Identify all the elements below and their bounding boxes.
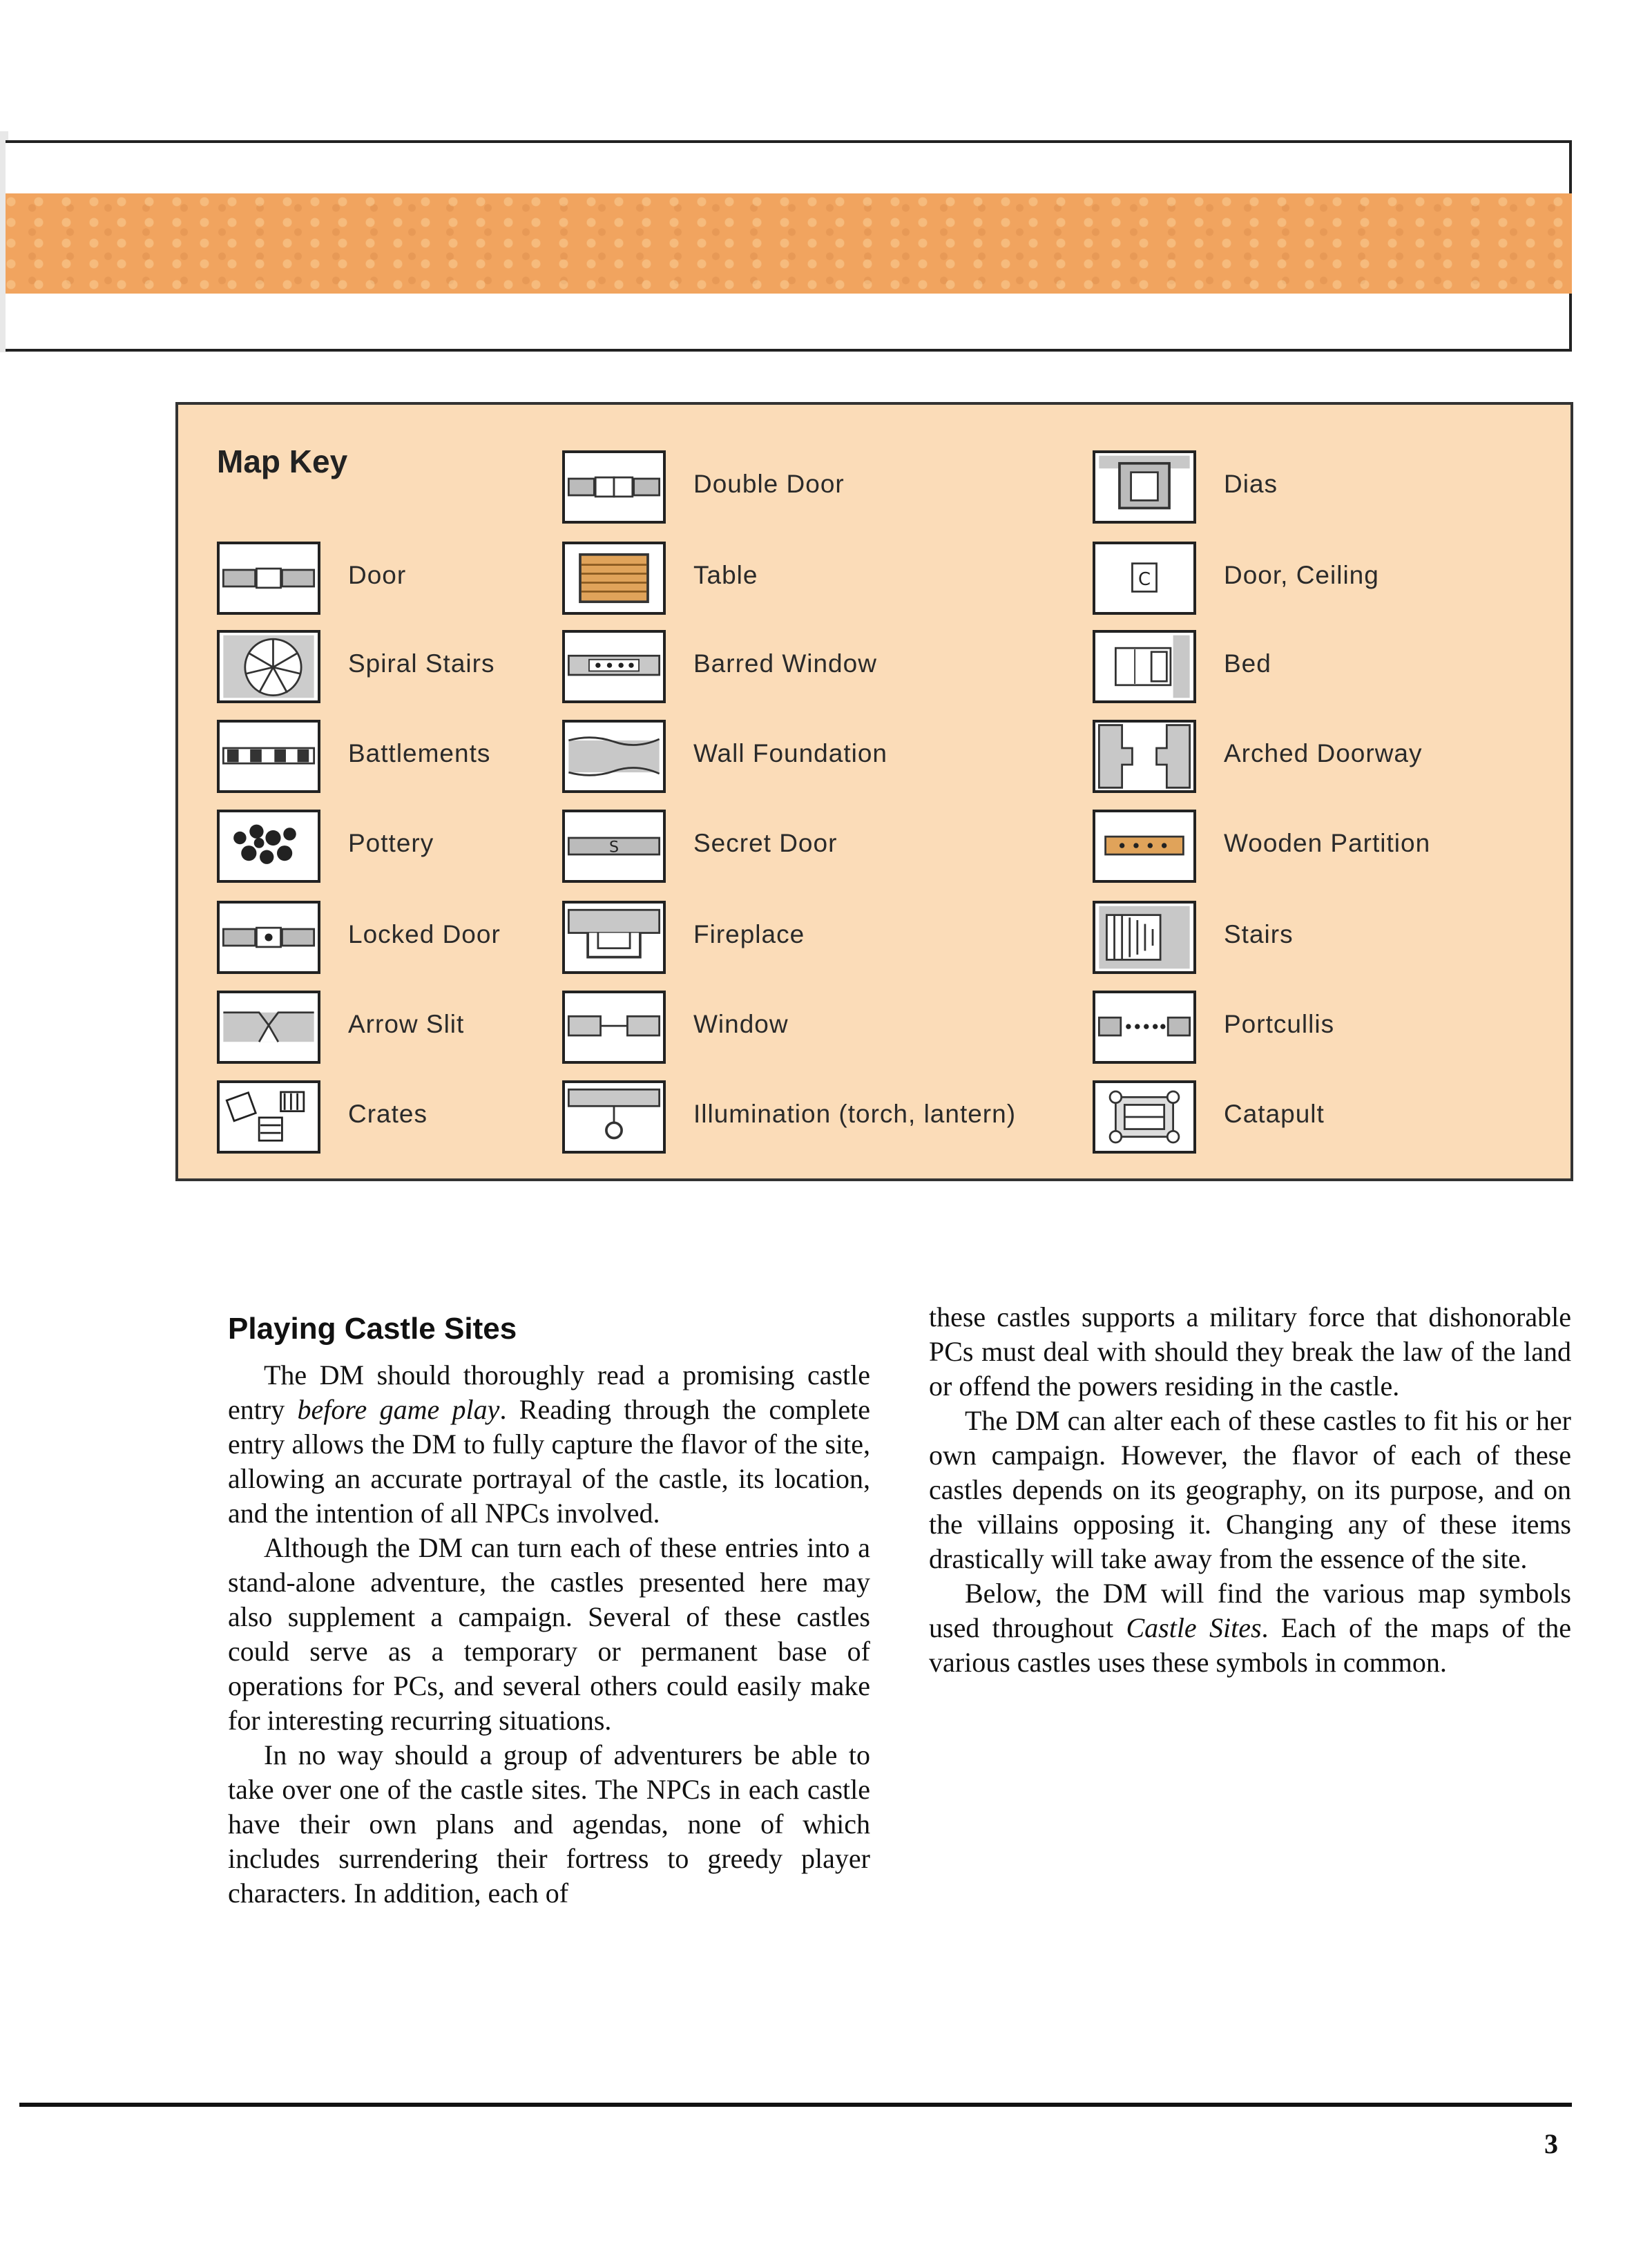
paragraph-5: The DM can alter each of these castles to fit his or her own campaign. However, the flavor of each of these castles depends on its geography, on its purpose, and on the villains opposing it. Changing any of these items drastically will take away from the essence of the site.: [929, 1405, 1571, 1574]
crates-icon: [217, 1080, 320, 1154]
paragraph-6: [929, 1576, 1571, 1680]
paragraph-4: these castles supports a military force that dishonorable PCs must deal with should they break the law of the land or offend the powers residing in the castle.: [929, 1301, 1571, 1402]
battlements-icon: [217, 720, 320, 793]
arched-doorway-icon: [1093, 720, 1196, 793]
key-label: Double Door: [693, 470, 845, 498]
key-label: Bed: [1224, 649, 1271, 678]
header-banner-stripe: [6, 193, 1572, 294]
key-label: Pottery: [348, 829, 434, 857]
map-key-title: Map Key: [217, 443, 348, 479]
paragraph-text: The DM should thoroughly read a promising castle entry: [228, 1359, 870, 1425]
table-icon: [562, 542, 666, 615]
key-label: Illumination (torch, lantern): [693, 1100, 1017, 1128]
secret-door-icon: [562, 810, 666, 883]
window-icon: [562, 991, 666, 1064]
key-label: Wall Foundation: [693, 739, 887, 767]
stairs-icon: [1093, 901, 1196, 974]
article-heading: Playing Castle Sites: [228, 1312, 517, 1346]
barred-window-icon: [562, 630, 666, 703]
key-label: Battlements: [348, 739, 491, 767]
key-label: Secret Door: [693, 829, 838, 857]
ceiling-door-icon: [1093, 542, 1196, 615]
wooden-partition-icon: [1093, 810, 1196, 883]
article-left-column: [228, 1311, 870, 1911]
key-label: Arched Doorway: [1224, 739, 1423, 767]
map-key-panel: [175, 402, 1573, 1181]
double-door-icon: [562, 450, 666, 524]
key-label: Dias: [1224, 470, 1278, 498]
bed-icon: [1093, 630, 1196, 703]
paragraph-3: In no way should a group of adventurers be able to take over one of the castle sites. The NPCs in each castle have their own plans and agendas, none of which includes surrendering their fortress to greedy player characters. In addition, each of: [228, 1739, 870, 1909]
door-icon: [217, 542, 320, 615]
key-label: Arrow Slit: [348, 1010, 465, 1038]
key-label: Crates: [348, 1100, 428, 1128]
spiral-stairs-icon: [217, 630, 320, 703]
page-number: 3: [1544, 2128, 1558, 2159]
fireplace-icon: [562, 901, 666, 974]
key-label: Spiral Stairs: [348, 649, 495, 678]
arrow-slit-icon: [217, 991, 320, 1064]
key-label: Wooden Partition: [1224, 829, 1431, 857]
dias-icon: [1093, 450, 1196, 524]
key-label: Door, Ceiling: [1224, 561, 1379, 589]
ceiling-door-letter: C: [1137, 569, 1151, 591]
key-label: Portcullis: [1224, 1010, 1335, 1038]
key-label: Table: [693, 561, 758, 589]
key-label: Locked Door: [348, 920, 501, 948]
paragraph-emphasis: before game play: [297, 1394, 500, 1425]
paragraph-emphasis: Castle Sites: [1126, 1612, 1262, 1643]
key-label: Window: [693, 1010, 789, 1038]
paragraph-text: . Reading through the complete entry allows the DM to fully capture the flavor of the site, allowing an accurate portrayal of the castle, its location, and the intention of all NPCs involved.: [228, 1394, 871, 1529]
footer-rule: [19, 2103, 1572, 2107]
paragraph-2: Although the DM can turn each of these entries into a stand-alone adventure, the castles presented here may also supplement a campaign. Several of these castles could serve as a temporary or permanent base of operations for PCs, and several others could easily make for interesting recurring situations.: [228, 1532, 870, 1736]
paragraph-text: . Each of the maps of the various castles uses these symbols in common.: [929, 1612, 1571, 1678]
portcullis-icon: [1093, 991, 1196, 1064]
key-label: Fireplace: [693, 920, 805, 948]
paragraph-1: [228, 1358, 870, 1531]
catapult-icon: [1093, 1080, 1196, 1154]
illumination-icon: [562, 1080, 666, 1154]
article-right-column: [929, 1300, 1571, 1680]
key-label: Barred Window: [693, 649, 877, 678]
key-label: Catapult: [1224, 1100, 1325, 1128]
pottery-icon: [217, 810, 320, 883]
key-label: Stairs: [1224, 920, 1294, 948]
locked-door-icon: [217, 901, 320, 974]
key-label: Door: [348, 561, 407, 589]
paragraph-text: Below, the DM will find the various map symbols used throughout: [929, 1578, 1571, 1643]
wall-foundation-icon: [562, 720, 666, 793]
svg-text:S: S: [608, 838, 620, 857]
